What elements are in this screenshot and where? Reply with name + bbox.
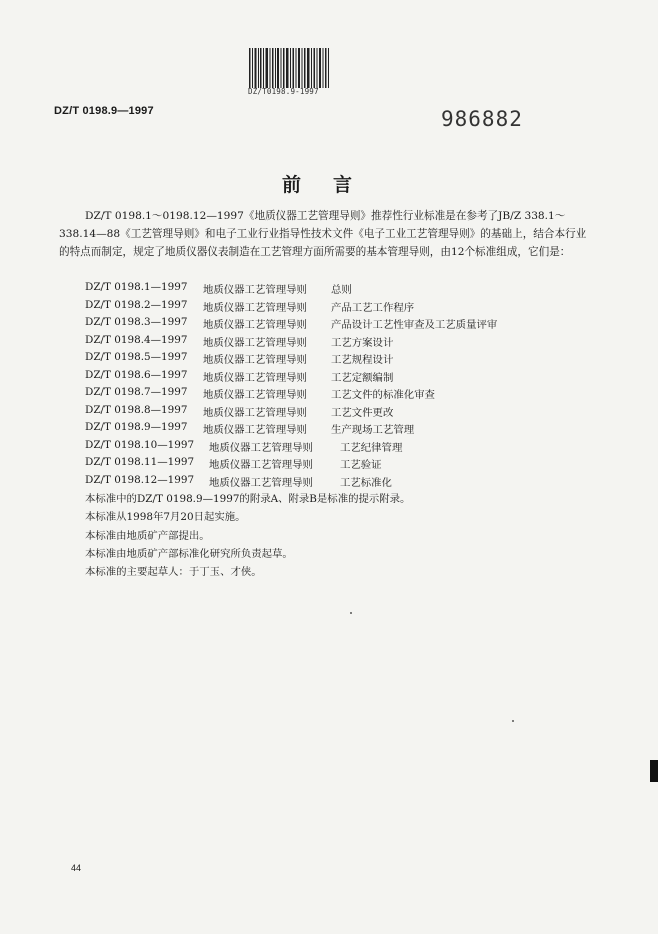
note-line: 本标准从1998年7月20日起实施。 bbox=[85, 511, 246, 524]
series-cell: 地质仪器工艺管理导则 bbox=[203, 301, 307, 314]
notes-block bbox=[85, 490, 410, 581]
part-name-cell: 产品工艺工作程序 bbox=[331, 301, 415, 314]
standard-code-cell: DZ/T 0198.5—1997 bbox=[85, 351, 188, 363]
part-name-cell: 工艺文件的标准化审查 bbox=[331, 389, 435, 401]
series-cell: 地质仪器工艺管理导则 bbox=[203, 389, 307, 401]
standard-code-cell: DZ/T 0198.10—1997 bbox=[85, 438, 195, 451]
standard-code-cell: DZ/T 0198.11—1997 bbox=[85, 456, 195, 468]
standard-code-cell: DZ/T 0198.6—1997 bbox=[85, 368, 188, 381]
part-name-cell: 生产现场工艺管理 bbox=[331, 424, 415, 436]
standard-code-cell: DZ/T 0198.3—1997 bbox=[85, 316, 188, 328]
page-title: 前言 bbox=[282, 174, 385, 196]
series-cell: 地质仪器工艺管理导则 bbox=[203, 336, 307, 349]
standard-code-cell: DZ/T 0198.2—1997 bbox=[85, 298, 188, 311]
standard-code-cell: DZ/T 0198.7—1997 bbox=[85, 386, 188, 398]
part-name-cell: 工艺验证 bbox=[340, 459, 382, 471]
series-cell: 地质仪器工艺管理导则 bbox=[203, 424, 307, 436]
serial-number: 986882 bbox=[441, 107, 523, 131]
part-name-cell: 产品设计工艺性审查及工艺质量评审 bbox=[331, 319, 498, 331]
series-cell: 地质仪器工艺管理导则 bbox=[203, 371, 307, 384]
scan-speck bbox=[350, 612, 352, 614]
part-name-cell: 工艺文件更改 bbox=[331, 406, 394, 419]
part-name-cell: 工艺标准化 bbox=[340, 476, 392, 489]
barcode-caption: DZ/T0198.9-1997 bbox=[248, 87, 319, 96]
series-cell: 地质仪器工艺管理导则 bbox=[203, 354, 307, 366]
part-name-cell: 工艺规程设计 bbox=[331, 354, 394, 366]
intro-paragraph: DZ/T 0198.1～0198.12—1997《地质仪器工艺管理导则》推荐性行业标准是在参考了JB/Z 338.1～338.14—88《工艺管理导则》和电子工业行业指导性技术文件《电子工业工艺管理导则》的基础上，结合本行业的特点而制定，规定了地质仪器仪表制造在工艺管理方面所需要的基本管理导则，由12个标准组成，它们是： bbox=[59, 210, 587, 258]
standard-code-cell: DZ/T 0198.9—1997 bbox=[85, 421, 188, 433]
barcode-image bbox=[247, 48, 331, 88]
part-name-cell: 工艺定额编制 bbox=[331, 371, 394, 384]
standard-code-cell: DZ/T 0198.12—1997 bbox=[85, 473, 195, 486]
page-number: 44 bbox=[71, 863, 82, 873]
standard-code-cell: DZ/T 0198.4—1997 bbox=[85, 333, 188, 346]
series-cell: 地质仪器工艺管理导则 bbox=[203, 284, 307, 296]
series-cell: 地质仪器工艺管理导则 bbox=[203, 319, 307, 331]
series-cell: 地质仪器工艺管理导则 bbox=[209, 459, 313, 471]
note-line: 本标准由地质矿产部标准化研究所负责起草。 bbox=[85, 547, 293, 560]
series-cell: 地质仪器工艺管理导则 bbox=[209, 476, 313, 489]
standard-code: DZ/T 0198.9—1997 bbox=[54, 105, 154, 117]
scan-edge-mark bbox=[650, 760, 658, 782]
part-name-cell: 工艺纪律管理 bbox=[340, 441, 403, 454]
standard-code-cell: DZ/T 0198.8—1997 bbox=[85, 403, 188, 416]
part-name-cell: 工艺方案设计 bbox=[331, 336, 394, 349]
note-line: 本标准的主要起草人：于丁玉、才侠。 bbox=[85, 566, 262, 579]
scan-speck bbox=[512, 720, 514, 722]
series-cell: 地质仪器工艺管理导则 bbox=[203, 406, 307, 419]
note-line: 本标准由地质矿产部提出。 bbox=[85, 529, 210, 542]
note-line: 本标准中的DZ/T 0198.9—1997的附录A、附录B是标准的提示附录。 bbox=[85, 493, 411, 505]
standard-code-cell: DZ/T 0198.1—1997 bbox=[85, 281, 188, 293]
part-name-cell: 总则 bbox=[331, 284, 352, 296]
series-cell: 地质仪器工艺管理导则 bbox=[209, 441, 313, 454]
